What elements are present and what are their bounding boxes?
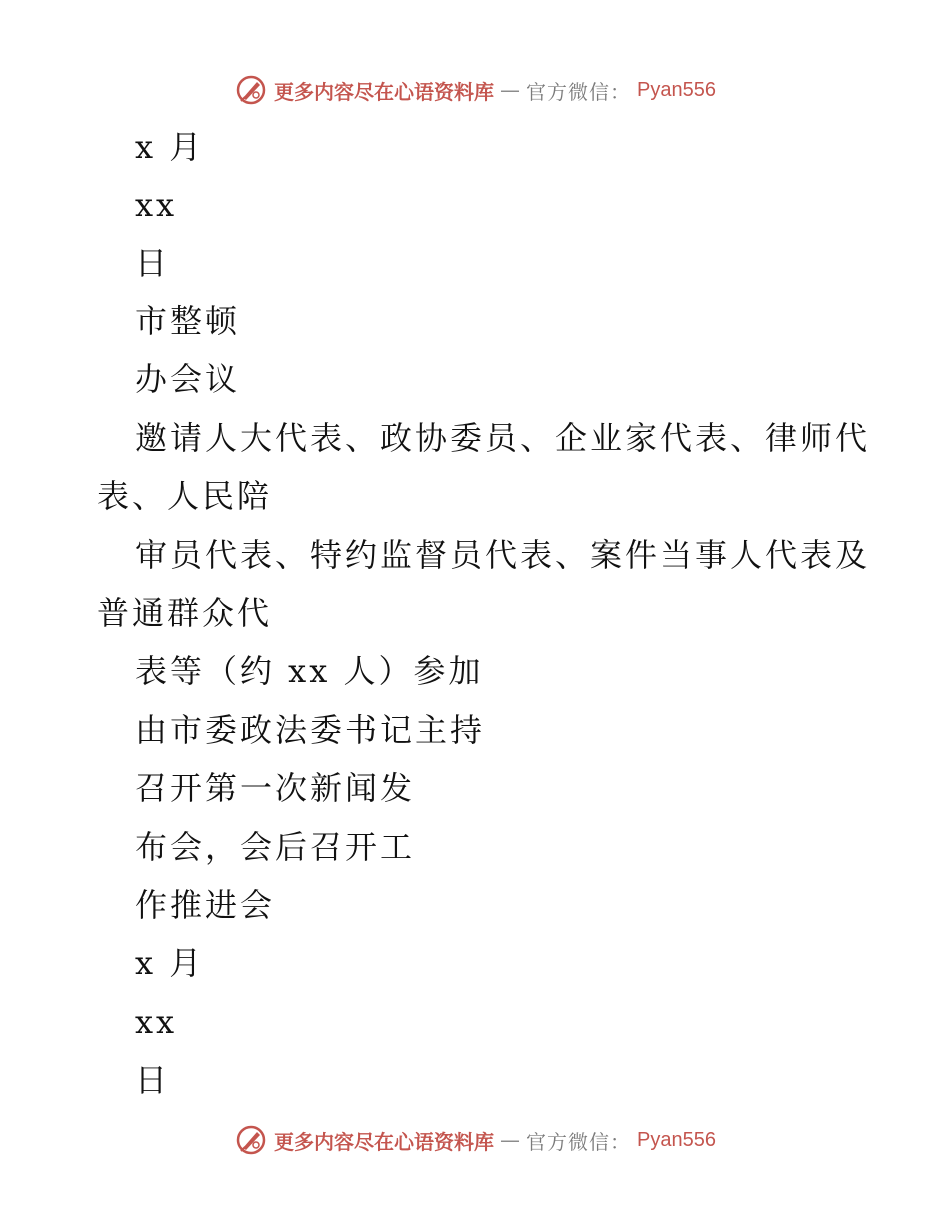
text-line: 由市委政法委书记主持	[135, 711, 486, 749]
text-line: 召开第一次新闻发	[135, 769, 416, 807]
quill-pen-logo-icon	[234, 1123, 268, 1157]
text-line: 表、人民陪	[97, 477, 273, 515]
watermark-site-text: 更多内容尽在心语资料库	[274, 79, 495, 104]
watermark-dash: —	[500, 1128, 521, 1152]
watermark-wechat-id: Pyan556	[637, 1128, 716, 1151]
text-line: 日	[135, 244, 171, 282]
text-line: 表等（约 xx 人）参加	[135, 652, 484, 690]
text-line: 办会议	[135, 360, 241, 398]
text-line: 普通群众代	[97, 594, 273, 632]
watermark-official-label: 官方微信：	[526, 1129, 632, 1154]
header-watermark	[0, 70, 950, 110]
text-line: 市整顿	[135, 302, 241, 340]
watermark-dash: —	[500, 78, 521, 102]
text-line: 邀请人大代表、政协委员、企业家代表、律师代	[135, 419, 871, 457]
text-line: x 月	[135, 944, 205, 982]
text-line: 布会，会后召开工	[135, 828, 416, 866]
text-line: x 月	[135, 128, 205, 166]
text-line: 日	[135, 1061, 171, 1099]
text-line: 作推进会	[135, 886, 276, 924]
text-line: xx	[135, 186, 178, 224]
watermark-wechat-id: Pyan556	[637, 78, 716, 101]
text-line: xx	[135, 1003, 178, 1041]
quill-pen-logo-icon	[234, 73, 268, 107]
watermark-site-text: 更多内容尽在心语资料库	[274, 1129, 495, 1154]
watermark-official-label: 官方微信：	[526, 79, 632, 104]
footer-watermark	[0, 1120, 950, 1160]
text-line: 审员代表、特约监督员代表、案件当事人代表及	[135, 536, 871, 574]
